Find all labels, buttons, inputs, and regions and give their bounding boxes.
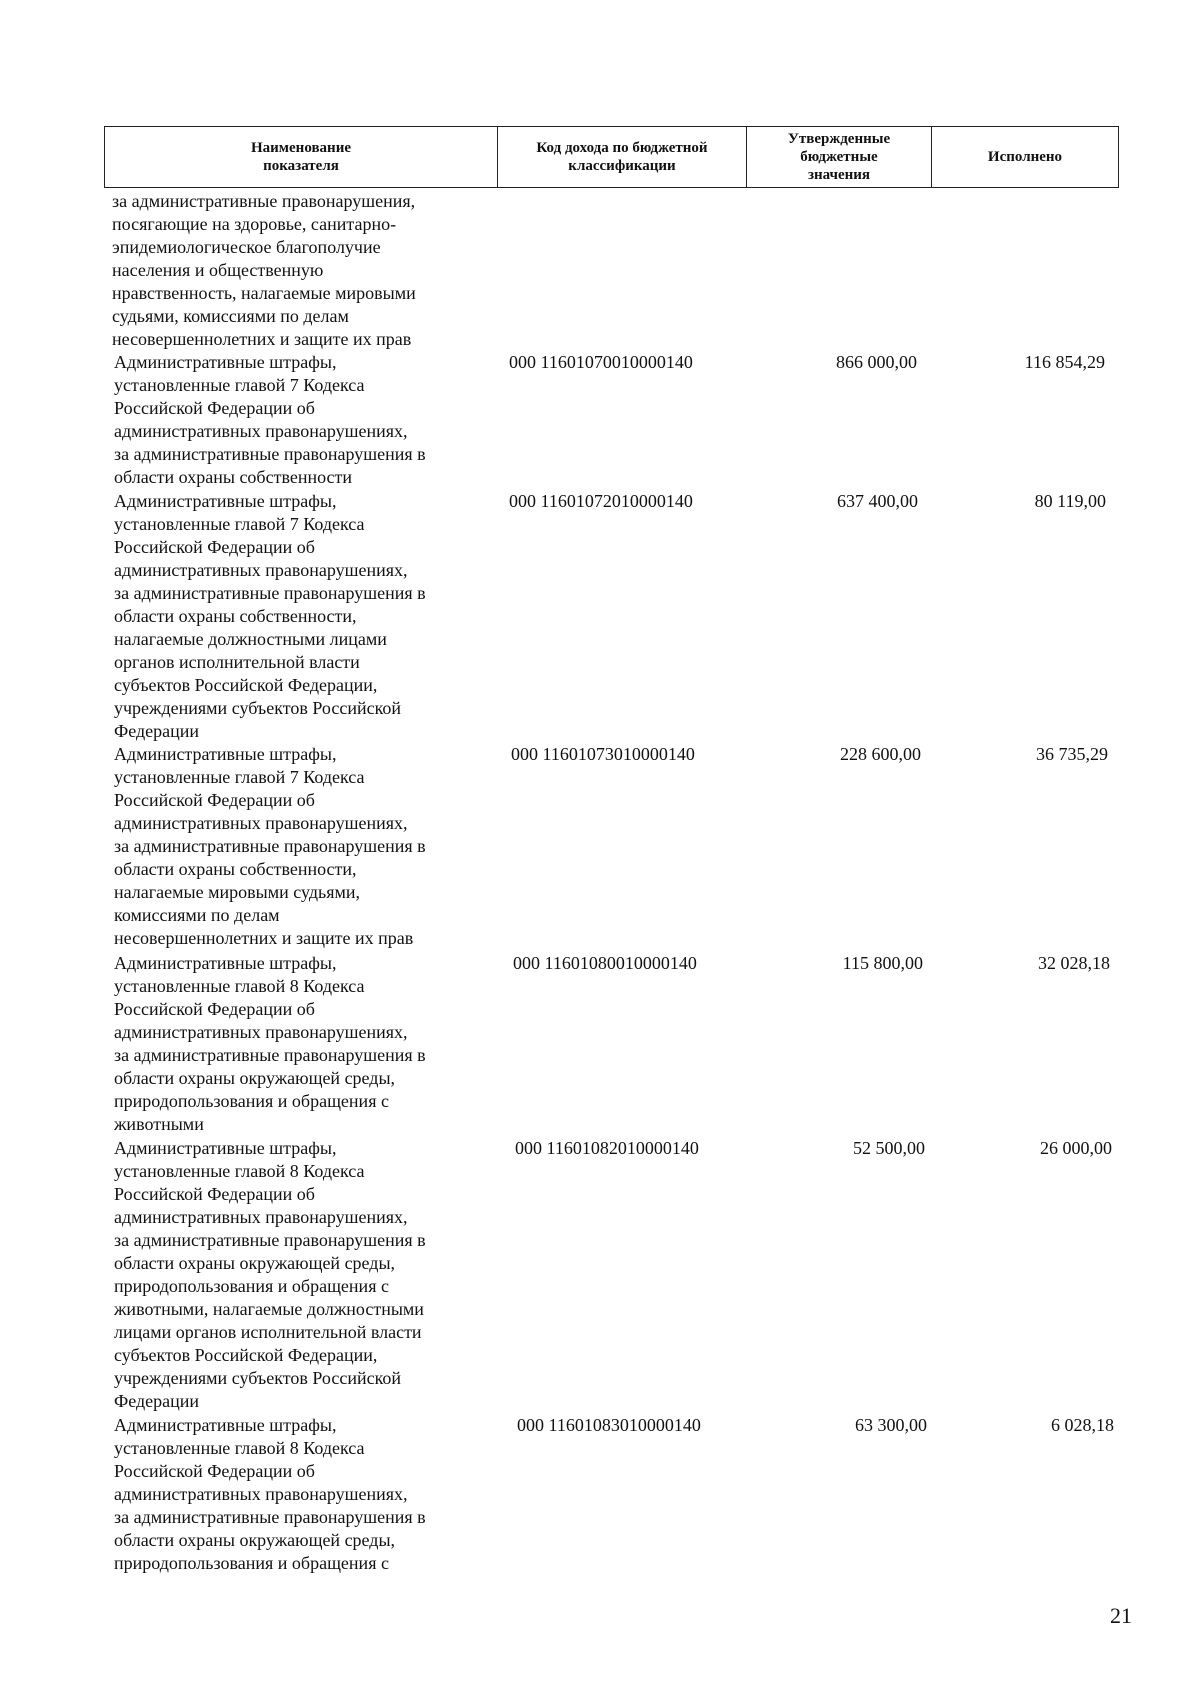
row-executed: 116 854,29 [1024,352,1105,372]
row-name: Административные штрафы, установленные главой 8 Кодекса Российской Федерации об административных правонарушениях, за административные правонарушения в области охраны окружающей среды, природопользования и обращения с животными, налагаемые должностными лицами органов исполнительной власти субъектов Российской Федерации, учреждениями субъектов Российской Федерации [114,1138,426,1411]
row-name: Административные штрафы, установленные главой 8 Кодекса Российской Федерации об административных правонарушениях, за административные правонарушения в области охраны окружающей среды, природопользования и обращения с [114,1415,426,1573]
row-executed: 26 000,00 [1040,1138,1112,1158]
row-executed: 6 028,18 [1051,1415,1114,1435]
header-name-column: Наименование показателя [251,140,351,174]
row-name: Административные штрафы, установленные главой 7 Кодекса Российской Федерации об административных правонарушениях, за административные правонарушения в области охраны собственности, налагаемые мировыми судьями, комиссиями по делам несовершеннолетних и защите их прав [114,744,426,948]
row-approved: 52 500,00 [853,1138,925,1158]
header-approved-column: Утвержденные бюджетные значения [746,127,931,187]
header-code-column: Код дохода по бюджетной классификации [497,127,746,187]
row-name: Административные штрафы, установленные главой 8 Кодекса Российской Федерации об административных правонарушениях, за административные правонарушения в области охраны окружающей среды, природопользования и обращения с животными [114,953,426,1134]
header-executed-column: Исполнено [931,127,1118,187]
row-executed: 36 735,29 [1036,744,1108,764]
row-approved: 637 400,00 [837,491,918,511]
row-code: 000 11601070010000140 [509,352,693,372]
row-code: 000 11601072010000140 [509,491,693,511]
row-code: 000 11601083010000140 [517,1415,701,1435]
row-code: 000 11601082010000140 [515,1138,699,1158]
page-number: 21 [1110,1603,1132,1628]
row-approved: 228 600,00 [840,744,921,764]
table-header [104,126,1119,188]
row-approved: 63 300,00 [855,1415,927,1435]
row-executed: 80 119,00 [1034,491,1106,511]
row-code: 000 11601080010000140 [513,953,697,973]
row-executed: 32 028,18 [1038,953,1110,973]
row-name: за административные правонарушения, посягающие на здоровье, санитарно- эпидемиологическое благополучие населения и общественную нравственность, налагаемые мировыми судьями, комиссиями по делам несовершеннолетних и защите их прав [112,191,416,349]
row-approved: 115 800,00 [842,953,923,973]
row-approved: 866 000,00 [836,352,917,372]
row-name: Административные штрафы, установленные главой 7 Кодекса Российской Федерации об административных правонарушениях, за административные правонарушения в области охраны собственности, налагаемые должностными лицами органов исполнительной власти субъектов Российской Федерации, учреждениями субъектов Российской Федерации [114,491,426,741]
row-code: 000 11601073010000140 [511,744,695,764]
row-name: Административные штрафы, установленные главой 7 Кодекса Российской Федерации об административных правонарушениях, за административные правонарушения в области охраны собственности [114,352,426,487]
